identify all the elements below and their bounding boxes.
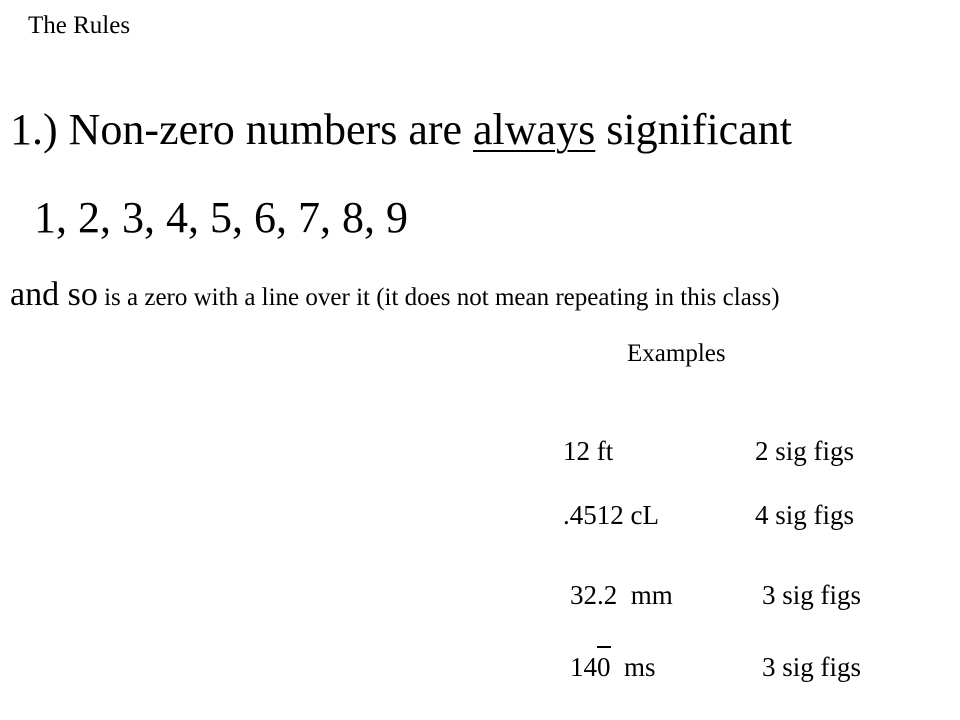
- overline-zero-note: [10, 278, 890, 315]
- example-sigfigs: 3 sig figs: [762, 652, 862, 682]
- example-value: [570, 652, 656, 683]
- example-value: 32.2 mm: [570, 580, 673, 610]
- note-lead: and so: [10, 276, 98, 313]
- example-value-unit: ms: [610, 652, 656, 682]
- note-rest: is a zero with a line over it (it does not mean repeating in this class): [97, 284, 780, 311]
- example-value: 12 ft: [563, 436, 614, 466]
- nonzero-digits-list: 1, 2, 3, 4, 5, 6, 7, 8, 9: [34, 193, 408, 242]
- example-value-lead-digits: 14: [570, 652, 597, 682]
- slide-title: The Rules: [28, 12, 131, 39]
- rule-prefix: 1.) Non-zero numbers are: [10, 105, 474, 154]
- examples-heading: Examples: [627, 340, 726, 367]
- example-value: .4512 cL: [563, 500, 659, 530]
- rule-emphasis: always: [473, 105, 596, 154]
- example-sigfigs: 3 sig figs: [762, 580, 862, 610]
- example-sigfigs: 2 sig figs: [755, 436, 855, 466]
- example-sigfigs: 4 sig figs: [755, 500, 855, 530]
- overlined-zero: 0: [597, 652, 611, 682]
- rule-heading: [10, 104, 792, 155]
- rule-suffix: significant: [595, 105, 792, 154]
